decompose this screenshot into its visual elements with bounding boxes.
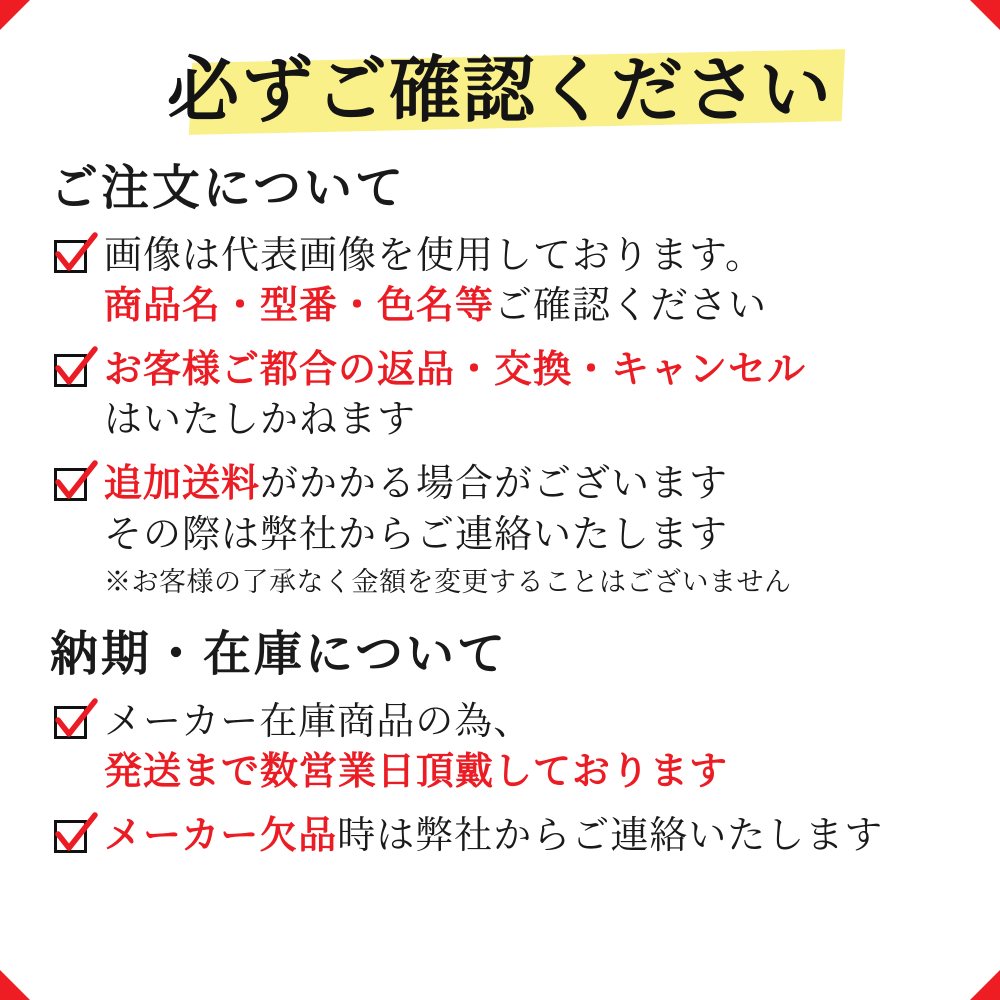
banner xyxy=(149,38,851,144)
page-title: 必ずご確認ください xyxy=(166,47,833,132)
corner-decoration-bottom-right xyxy=(970,970,1000,1000)
text-line: 画像は代表画像を使用しております。 xyxy=(104,232,764,277)
plain-text: ご確認ください xyxy=(494,282,768,327)
checkbox-checked-icon xyxy=(52,702,96,746)
list-item-text xyxy=(104,344,956,444)
list-item-text xyxy=(104,810,956,860)
list-item xyxy=(52,458,956,599)
corner-decoration-bottom-left xyxy=(0,970,30,1000)
list-item xyxy=(52,696,956,796)
corner-decoration-top-left xyxy=(0,0,30,30)
text-line: メーカー在庫商品の為、 xyxy=(104,698,533,743)
text-line: お客様ご都合の返品・交換・キャンセル xyxy=(104,346,807,392)
footnote: ※お客様の了承なく金額を変更することはございません xyxy=(104,566,792,598)
list-item xyxy=(52,810,956,860)
text-line: その際は弊社からご連絡いたします xyxy=(104,511,729,556)
list-item-text xyxy=(104,458,956,599)
section-heading-orders: ご注文について xyxy=(50,160,407,216)
emphasis-text: メーカー欠品 xyxy=(104,811,338,857)
checkbox-checked-icon xyxy=(52,816,96,860)
corner-decoration-top-right xyxy=(970,0,1000,30)
emphasis-text: 商品名・型番・色名等 xyxy=(104,281,495,327)
text-line xyxy=(104,280,956,330)
list-item xyxy=(52,344,956,444)
emphasis-text: 追加送料 xyxy=(104,460,261,506)
list-item-text xyxy=(104,230,956,330)
list-item-text xyxy=(104,696,956,796)
text-line: 発送まで数営業日頂戴しております xyxy=(104,747,729,793)
text-line xyxy=(104,810,956,860)
text-line: はいたしかねます xyxy=(104,397,417,442)
section-heading-delivery: 納期・在庫について xyxy=(50,625,509,682)
checkbox-checked-icon xyxy=(52,350,96,394)
text-line xyxy=(104,458,956,508)
plain-text: がかかる場合がございます xyxy=(260,461,729,506)
checkbox-checked-icon xyxy=(52,236,96,280)
plain-text: 時は弊社からご連絡いたします xyxy=(337,812,884,857)
list-item xyxy=(52,230,956,330)
checkbox-checked-icon xyxy=(52,464,96,508)
